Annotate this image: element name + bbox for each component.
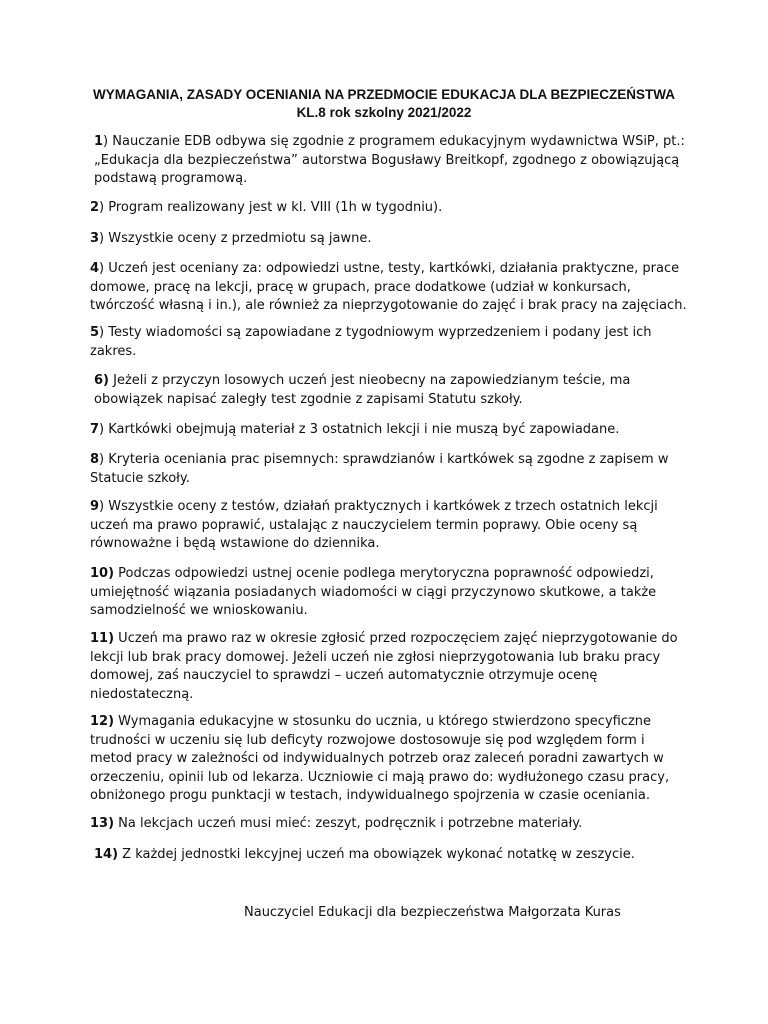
item-number: 6) — [94, 373, 109, 388]
list-item-11 — [90, 630, 690, 704]
item-number: 2 — [90, 200, 100, 215]
item-text: ) Program realizowany jest w kl. VIII (1h w tygodniu). — [99, 200, 443, 215]
list-item-6 — [94, 372, 690, 409]
item-number: 14) — [94, 847, 119, 862]
document-title: WYMAGANIA, ZASADY OCENIANIA NA PRZEDMOCIE EDUKACJA DLA BEZPIECZEŃSTWA — [92, 87, 676, 102]
list-item-13 — [90, 815, 690, 834]
item-number: 11) — [90, 631, 115, 646]
item-text: Uczeń ma prawo raz w okresie zgłosić przed rozpoczęciem zajęć nieprzygotowanie do lekcji lub brak pracy domowej. Jeżeli uczeń nie zgłosi nieprzygotowania lub braku pracy domowej, zaś nauczyciel to sprawdzi – uczeń automatycznie otrzymuje ocenę niedostateczną. — [90, 631, 678, 702]
list-item-14 — [94, 846, 690, 865]
item-number: 5 — [90, 325, 100, 340]
item-number: 8 — [90, 452, 100, 467]
item-number: 1 — [94, 134, 104, 149]
list-item-10 — [90, 565, 690, 621]
list-item-4 — [90, 260, 690, 316]
item-text: ) Uczeń jest oceniany za: odpowiedzi ustne, testy, kartkówki, działania praktyczne, prace domowe, pracę na lekcji, pracę w grupach, prace dodatkowe (udział w konkursach, twórczość własną i in.), ale również za nieprzygotowanie do zajęć i brak pracy na zajęciach. — [90, 261, 687, 313]
item-number: 12) — [90, 714, 115, 729]
item-text: ) Testy wiadomości są zapowiadane z tygodniowym wyprzedzeniem i podany jest ich zakres. — [90, 325, 652, 359]
list-item-1 — [94, 133, 690, 189]
list-item-5 — [90, 324, 690, 361]
item-number: 7 — [90, 422, 100, 437]
item-text: Na lekcjach uczeń musi mieć: zeszyt, podręcznik i potrzebne materiały. — [114, 816, 583, 831]
item-text: Wymagania edukacyjne w stosunku do ucznia, u którego stwierdzono specyficzne trudności w uczeniu się lub deficyty rozwojowe dostosowuje się pod względem form i metod pracy w zależności od indywidualnych potrzeb oraz zaleceń poradni zawartych w orzeczeniu, opinii lub od lekarza. Uczniowie ci mają prawo do: wydłużonego czasu pracy, obniżonego progu punktacji w testach, indywidualnego spojrzenia w czasie oceniania. — [90, 714, 670, 803]
teacher-signature: Nauczyciel Edukacji dla bezpieczeństwa Małgorzata Kuras — [244, 905, 621, 920]
item-number: 4 — [90, 261, 100, 276]
item-number: 13) — [90, 816, 115, 831]
list-item-12 — [90, 713, 690, 806]
item-text: ) Wszystkie oceny z testów, działań praktycznych i kartkówek z trzech ostatnich lekcji uczeń ma prawo poprawić, ustalając z nauczycielem termin poprawy. Obie oceny są równoważne i będą wstawione do dziennika. — [90, 499, 658, 551]
item-text: ) Wszystkie oceny z przedmiotu są jawne. — [99, 231, 372, 246]
item-number: 3 — [90, 231, 100, 246]
list-item-8 — [90, 451, 690, 488]
item-number: 10) — [90, 566, 115, 581]
list-item-7 — [90, 421, 690, 440]
item-text: ) Kartkówki obejmują materiał z 3 ostatnich lekcji i nie muszą być zapowiadane. — [99, 422, 620, 437]
item-text: ) Nauczanie EDB odbywa się zgodnie z programem edukacyjnym wydawnictwa WSiP, pt.: „Edukacja dla bezpieczeństwa” autorstwa Bogusławy Breitkopf, zgodnego z obowiązującą podstawą programową. — [94, 134, 685, 186]
document-subtitle: KL.8 rok szkolny 2021/2022 — [296, 105, 472, 120]
item-text: Z każdej jednostki lekcyjnej uczeń ma obowiązek wykonać notatkę w zeszycie. — [118, 847, 635, 862]
list-item-2 — [90, 199, 690, 218]
list-item-3 — [90, 230, 690, 249]
item-text: Jeżeli z przyczyn losowych uczeń jest nieobecny na zapowiedzianym teście, ma obowiązek napisać zaległy test zgodnie z zapisami Statutu szkoły. — [94, 373, 631, 407]
item-text: ) Kryteria oceniania prac pisemnych: sprawdzianów i kartkówek są zgodne z zapisem w Statucie szkoły. — [90, 452, 669, 486]
item-number: 9 — [90, 499, 100, 514]
item-text: Podczas odpowiedzi ustnej ocenie podlega merytoryczna poprawność odpowiedzi, umiejętność wiązania posiadanych wiadomości w ciągi przyczynowo skutkowe, a także samodzielność we wnioskowaniu. — [90, 566, 657, 618]
list-item-9 — [90, 498, 690, 554]
